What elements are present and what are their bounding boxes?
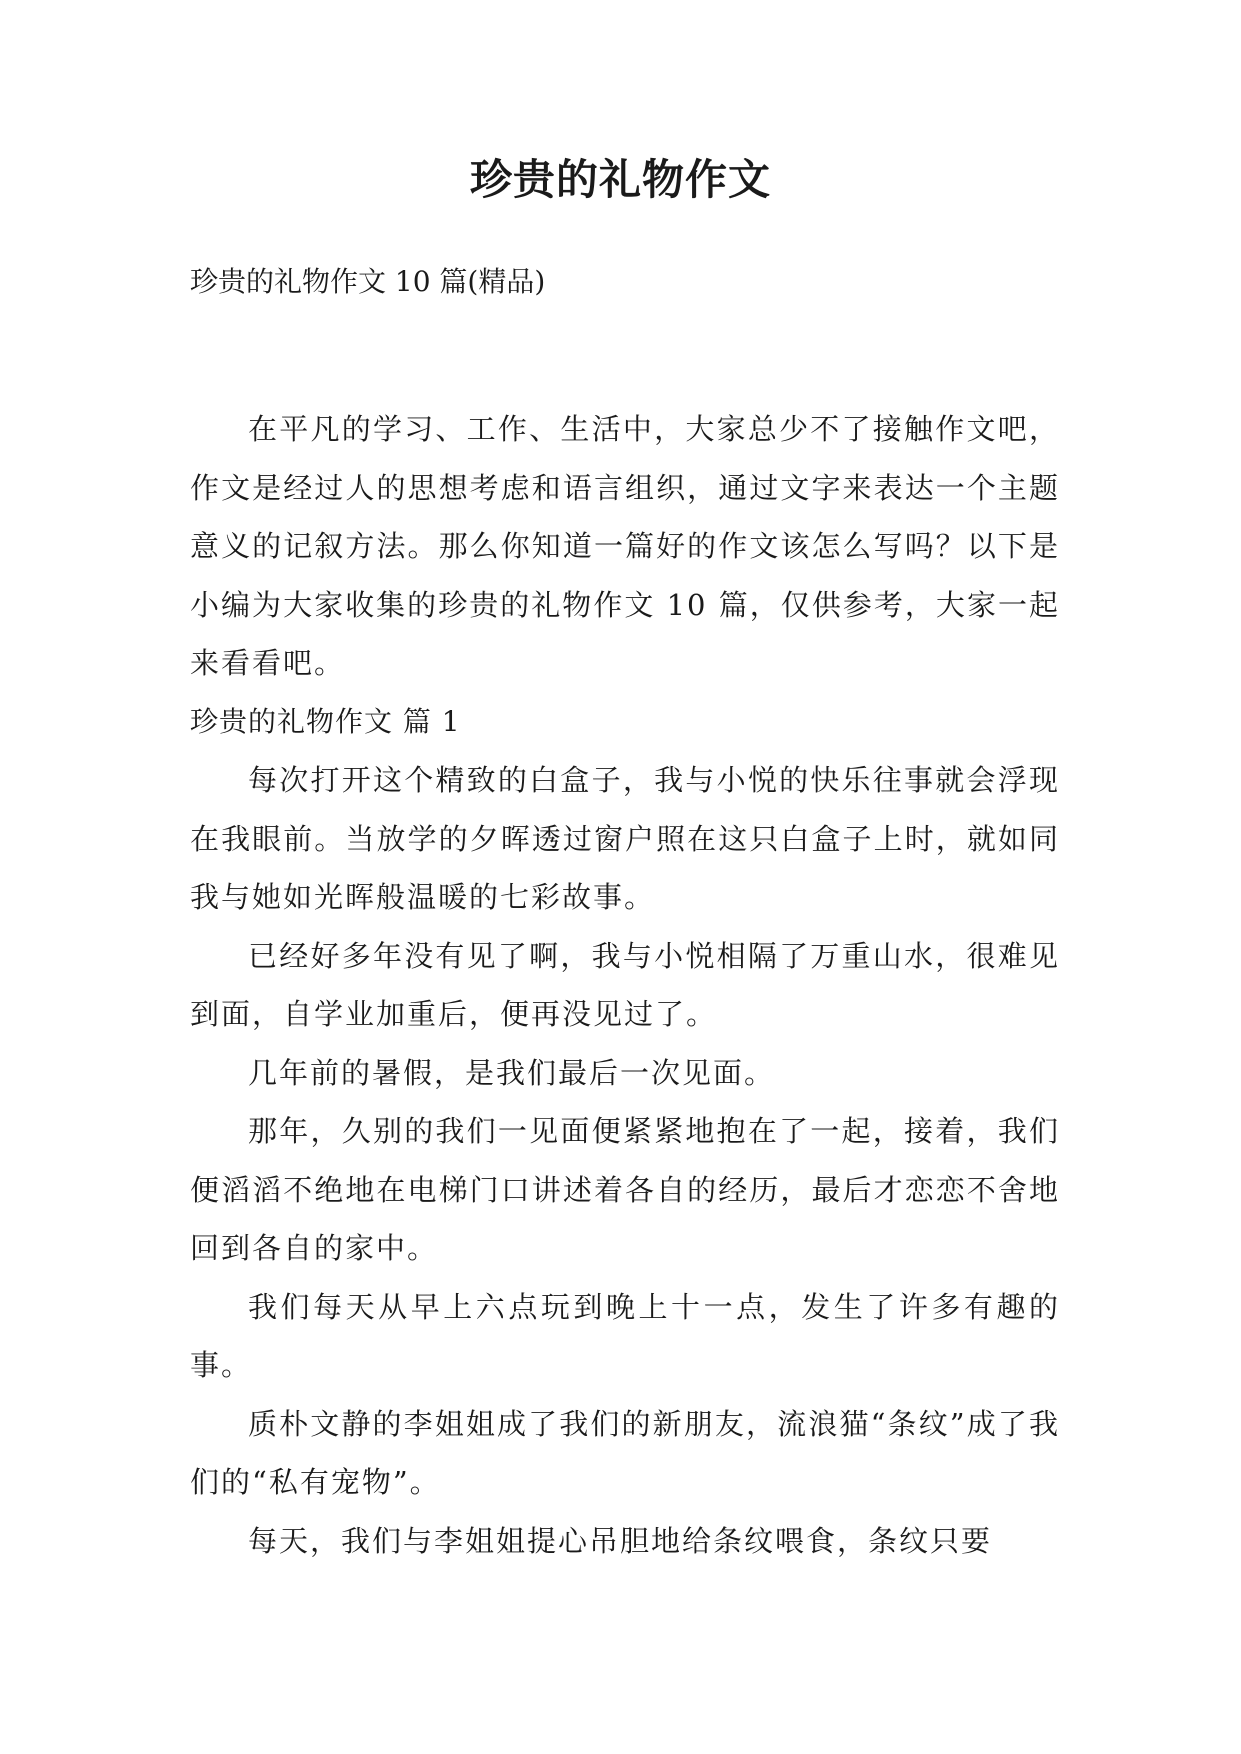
body-paragraph: 质朴文静的李姐姐成了我们的新朋友，流浪猫“条纹”成了我们的“私有宠物”。 [190, 1406, 1060, 1499]
intro-paragraph: 在平凡的学习、工作、生活中，大家总少不了接触作文吧，作文是经过人的思想考虑和语言组织，通过文字来表达一个主题意义的记叙方法。那么你知道一篇好的作文该怎么写吗？以下是小编为大家收集的珍贵的礼物作文 10 篇，仅供参考，大家一起来看看吧。 [190, 412, 1060, 680]
document-subtitle: 珍贵的礼物作文 10 篇(精品) [190, 265, 546, 298]
body-paragraph: 已经好多年没有见了啊，我与小悦相隔了万重山水，很难见到面，自学业加重后，便再没见过了。 [190, 938, 1060, 1031]
body-paragraph: 几年前的暑假，是我们最后一次见面。 [248, 1055, 776, 1090]
body-paragraph: 那年，久别的我们一见面便紧紧地抱在了一起，接着，我们便滔滔不绝地在电梯门口讲述着各自的经历，最后才恋恋不舍地回到各自的家中。 [190, 1114, 1060, 1265]
document-body [190, 400, 1060, 1570]
body-paragraph: 我们每天从早上六点玩到晚上十一点，发生了许多有趣的事。 [190, 1289, 1060, 1382]
document-title: 珍贵的礼物作文 [469, 155, 771, 204]
section-heading: 珍贵的礼物作文 篇 1 [190, 704, 461, 738]
body-paragraph: 每次打开这个精致的白盒子，我与小悦的快乐往事就会浮现在我眼前。当放学的夕晖透过窗户照在这只白盒子上时，就如同我与她如光晖般温暖的七彩故事。 [190, 763, 1060, 914]
body-paragraph: 每天，我们与李姐姐提心吊胆地给条纹喂食，条纹只要 [248, 1523, 993, 1558]
